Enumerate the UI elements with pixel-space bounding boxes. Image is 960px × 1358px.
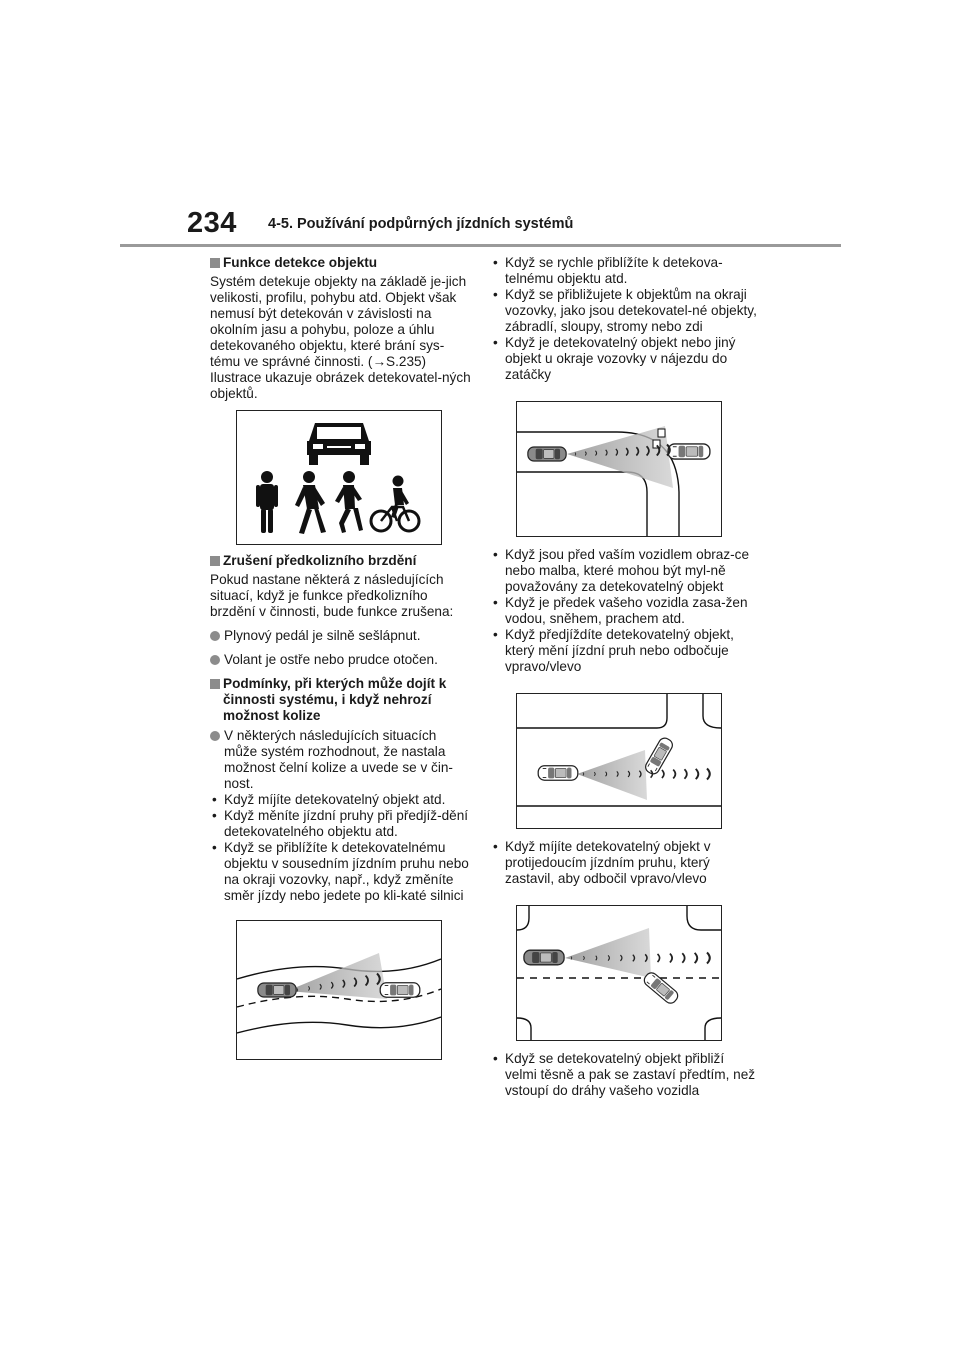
figure-detectable-objects [236, 410, 442, 545]
detection-wave-icon [662, 770, 664, 778]
car-front-icon [307, 423, 371, 465]
section-title: 4-5. Používání podpůrných jízdních systémů [268, 216, 574, 232]
circle-bullet-icon [210, 631, 220, 641]
detection-wave-icon [682, 953, 684, 963]
figure-overtaking-turn [516, 693, 722, 829]
detection-wave-icon [707, 953, 710, 964]
heading-brake-cancel: Zrušení předkolizního brzdění [210, 553, 472, 569]
oncoming-turn-illustration [517, 906, 721, 1040]
left-bullet-list [210, 792, 472, 904]
list-item: • Když je detekovatelný objekt nebo jiný objekt u okraje vozovky v nájezdu do zatáčky [491, 335, 757, 383]
curve-entry-illustration [517, 402, 721, 536]
figure-winding-road [236, 920, 442, 1060]
paragraph-object-detection: Systém detekuje objekty na základě je-jich velikosti, profilu, pohybu atd. Objekt však nemusí být detekován v závislosti na okolním jasu a pohybu, poloze a úhlu detekovaného objektu, které brání sys-tému ve správné činnosti. (→S.235) Ilustrace ukazuje obrázek detekovatel-ných objektů. [210, 274, 471, 401]
square-bullet-icon [210, 556, 220, 566]
list-item: • Když jsou před vaším vozidlem obraz-ce nebo malba, které mohou být myl-ně považovány za detekovatelný objekt [491, 547, 757, 595]
detection-wave-icon [695, 953, 698, 963]
figure-curve-entry [516, 401, 722, 537]
detection-wave-icon [673, 770, 675, 779]
cyclist-icon [371, 476, 419, 532]
list-item: • Když míjíte detekovatelný objekt v protijedoucím jízdním pruhu, který zastavil, aby odbočil vpravo/vlevo [491, 839, 757, 887]
right-bullet-list-3 [491, 839, 757, 887]
pedestrian-standing-icon [256, 471, 278, 533]
right-column [491, 255, 757, 1107]
heading-object-detection: Funkce detekce objektu [210, 255, 472, 271]
winding-road-illustration [237, 921, 441, 1059]
overtaking-turn-illustration [517, 694, 721, 828]
list-item: • Když míjíte detekovatelný objekt atd. [210, 792, 472, 808]
list-item: • Když se přibližujete k objektům na okraji vozovky, jako jsou detekovatel-né objekty, zábradlí, sloupy, stromy nebo zdi [491, 287, 757, 335]
page-number: 234 [187, 207, 237, 239]
circle-bullet-icon [210, 655, 220, 665]
right-bullet-list-2 [491, 547, 757, 675]
list-item: • Když se detekovatelný objekt přibliží velmi těsně a pak se zastaví předtím, než vstoupí do dráhy vašeho vozidla [491, 1051, 757, 1099]
square-bullet-icon [210, 258, 220, 268]
list-item: • Když předjíždíte detekovatelný objekt, který mění jízdní pruh nebo odbočuje vpravo/vlevo [491, 627, 757, 675]
square-bullet-icon [210, 679, 220, 689]
detection-wave-icon [658, 954, 660, 962]
header-rule [120, 244, 841, 247]
figure-oncoming-turn [516, 905, 722, 1041]
detection-wave-icon [707, 769, 710, 780]
left-column [210, 255, 472, 1068]
item-steering: Volant je ostře nebo prudce otočen. [210, 652, 472, 668]
list-item: • Když měníte jízdní pruhy při předjíž-dění detekovatelného objektu atd. [210, 808, 472, 840]
list-item: • Když se rychle přiblížíte k detekova-telnému objektu atd. [491, 255, 757, 287]
right-bullet-list-1 [491, 255, 757, 383]
detectable-objects-illustration [237, 411, 441, 544]
item-situations: V některých následujících situacích může systém rozhodnout, že nastala možnost čelní kolize a uvede se v čin-nost. [210, 728, 472, 792]
list-item: • Když se přiblížíte k detekovatelnému objektu v sousedním jízdním pruhu nebo na okraji vozovky, např., když změníte směr jízdy nebo jedete po kli-katé silnici [210, 840, 472, 904]
pedestrian-running-icon [335, 471, 363, 533]
paragraph-brake-cancel: Pokud nastane některá z následujících situací, když je funkce předkolizního brzdění v činnosti, bude funkce zrušena: [210, 572, 454, 619]
list-item: • Když je předek vašeho vozidla zasa-žen vodou, sněhem, prachem atd. [491, 595, 757, 627]
detection-wave-icon [670, 954, 672, 963]
circle-bullet-icon [210, 731, 220, 741]
detection-wave-icon [696, 769, 699, 779]
item-accelerator: Plynový pedál je silně sešlápnut. [210, 628, 472, 644]
right-bullet-list-4 [491, 1051, 757, 1099]
heading-conditions: Podmínky, při kterých může dojít k činnosti systému, i když nehrozí možnost kolize [210, 676, 472, 724]
pedestrian-walking-icon [295, 471, 326, 534]
detection-wave-icon [684, 769, 686, 779]
